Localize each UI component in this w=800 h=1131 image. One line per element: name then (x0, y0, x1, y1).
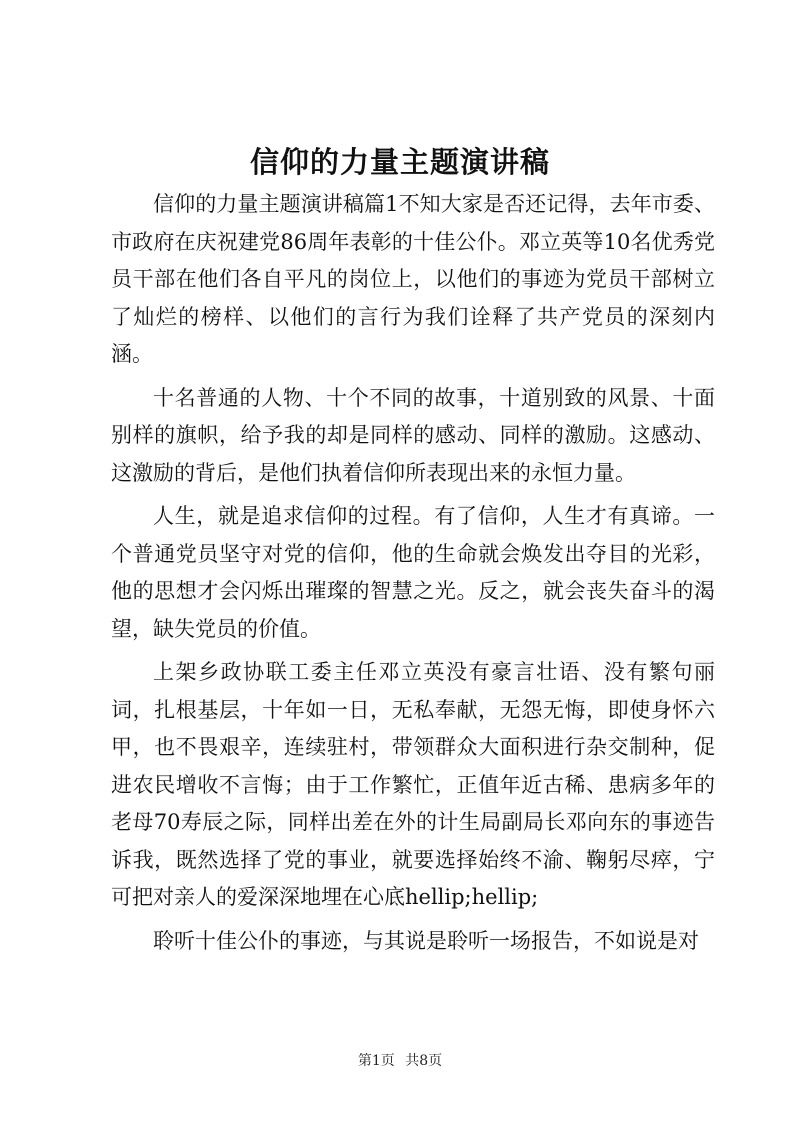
paragraph: 聆听十佳公仆的事迹，与其说是聆听一场报告，不如说是对 (153, 928, 699, 953)
paragraph: 上架乡政协联工委主任邓立英没有豪言壮语、没有繁句丽词，扎根基层，十年如一日，无私奉献，无怨无悔，即使身怀六甲，也不畏艰辛，连续驻村，带领群众大面积进行杂交制种，促进农民增收不言悔；由于工作繁忙，正值年近古稀、患病多年的老母70寿辰之际，同样出差在外的计生局副局长邓向东的事迹告诉我，既然选择了党的事业，就要选择始终不渝、鞠躬尽瘁，宁可把对亲人的爱深深地埋在心底hellip;hellip; (111, 660, 715, 909)
paragraph: 人生，就是追求信仰的过程。有了信仰，人生才有真谛。一个普通党员坚守对党的信仰，他的生命就会焕发出夺目的光彩，他的思想才会闪烁出璀璨的智慧之光。反之，就会丧失奋斗的渴望，缺失党员的价值。 (111, 504, 715, 641)
page-total: 共8页 (405, 1053, 443, 1069)
paragraph: 十名普通的人物、十个不同的故事，十道别致的风景、十面别样的旗帜，给予我的却是同样的感动、同样的激励。这感动、这激励的背后，是他们执着信仰所表现出来的永恒力量。 (111, 385, 715, 485)
paragraph: 信仰的力量主题演讲稿篇1不知大家是否还记得，去年市委、市政府在庆祝建党86周年表彰的十佳公仆。邓立英等10名优秀党员干部在他们各自平凡的岗位上，以他们的事迹为党员干部树立了灿烂的榜样、以他们的言行为我们诠释了共产党员的深刻内涵。 (111, 192, 715, 366)
document-body (111, 186, 715, 966)
page-number: 第1页 (357, 1053, 395, 1069)
page-footer (0, 1050, 800, 1070)
document-title: 信仰的力量主题演讲稿 (249, 145, 550, 179)
